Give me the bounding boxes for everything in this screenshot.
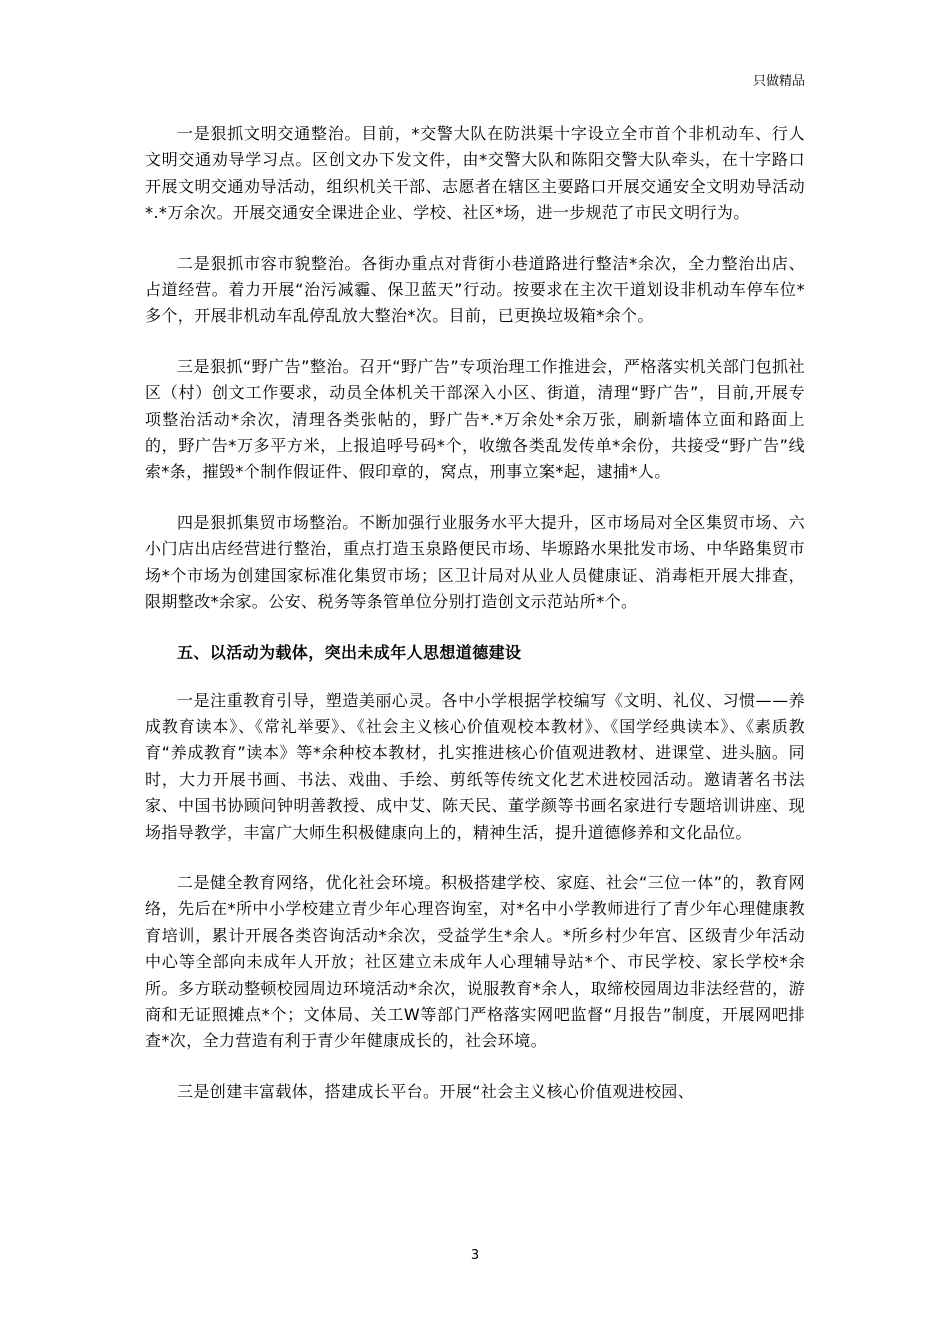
paragraph-wild-ads: 三是狠抓“野广告”整治。召开“野广告”专项治理工作推进会，严格落实机关部门包抓社区（村）创文工作要求，动员全体机关干部深入小区、街道，清理“野广告”，目前,开展专项整治活动*余次，清理各类张帖的，野广告*.*万余处*余万张，刷新墙体立面和路面上的，野广告*万多平方米，上报追呼号码*个，收缴各类乱发传单*余份，共接受“野广告”线索*条，摧毁*个制作假证件、假印章的，窝点，刑事立案*起，逮捕*人。	[145, 356, 805, 482]
section-heading: 五、以活动为载体，突出未成年人思想道德建设	[177, 642, 522, 662]
paragraph-education-guidance: 一是注重教育引导，塑造美丽心灵。各中小学根据学校编写《文明、礼仪、习惯——养成教育读本》、《常礼举要》、《社会主义核心价值观校本教材》、《国学经典读本》、《素质教育“养成教育”读本》等*余种校本教材，扎实推进核心价值观进教材、进课堂、进头脑。同时，大力开展书画、书法、戏曲、手绘、剪纸等传统文化艺术进校园活动。邀请著名书法家、中国书协顾问钟明善教授、成中艾、陈天民、董学颜等书画名家进行专题培训讲座、现场指导教学，丰富广大师生积极健康向上的，精神生活，提升道德修养和文化品位。	[145, 690, 805, 842]
paragraph-growth-platform: 三是创建丰富载体，搭建成长平台。开展“社会主义核心价值观进校园、	[177, 1081, 695, 1101]
paragraph-traffic: 一是狠抓文明交通整治。目前，*交警大队在防洪渠十字设立全市首个非机动车、行人文明交通劝导学习点。区创文办下发文件，由*交警大队和陈阳交警大队牵头，在十字路口开展文明交通劝导活动，组织机关干部、志愿者在辖区主要路口开展交通安全文明劝导活动*.*万余次。开展交通安全课进企业、学校、社区*场，进一步规范了市民文明行为。	[145, 124, 805, 223]
paragraph-education-network: 二是健全教育网络，优化社会环境。积极搭建学校、家庭、社会“三位一体”的，教育网络，先后在*所中小学校建立青少年心理咨询室，对*名中小学教师进行了青少年心理健康教育培训，累计开展各类咨询活动*余次，受益学生*余人。*所乡村少年宫、区级青少年活动中心等全部向未成年人开放；社区建立未成年人心理辅导站*个、市民学校、家长学校*余所。多方联动整顿校园周边环境活动*余次，说服教育*余人，取缔校园周边非法经营的，游商和无证照摊点*个；文体局、关工W等部门严格落实网吧监督“月报告”制度，开展网吧排查*次，全力营造有利于青少年健康成长的，社会环境。	[145, 872, 805, 1051]
document-body	[145, 121, 805, 1129]
paragraph-markets: 四是狠抓集贸市场整治。不断加强行业服务水平大提升，区市场局对全区集贸市场、六小门店出店经营进行整治，重点打造玉泉路便民市场、毕塬路水果批发市场、中华路集贸市场*个市场为创建国家标准化集贸市场；区卫计局对从业人员健康证、消毒柜开展大排查，限期整改*余家。公安、税务等条管单位分别打造创文示范站所*个。	[145, 512, 805, 612]
paragraph-city-appearance: 二是狠抓市容市貌整治。各街办重点对背街小巷道路进行整洁*余次，全力整治出店、占道经营。着力开展“治污减霾、保卫蓝天”行动。按要求在主次干道划设非机动车停车位*多个，开展非机动车乱停乱放大整治*次。目前，已更换垃圾箱*余个。	[145, 253, 805, 326]
page-number: 3	[470, 1248, 480, 1263]
page-header: 只做精品	[752, 74, 805, 89]
